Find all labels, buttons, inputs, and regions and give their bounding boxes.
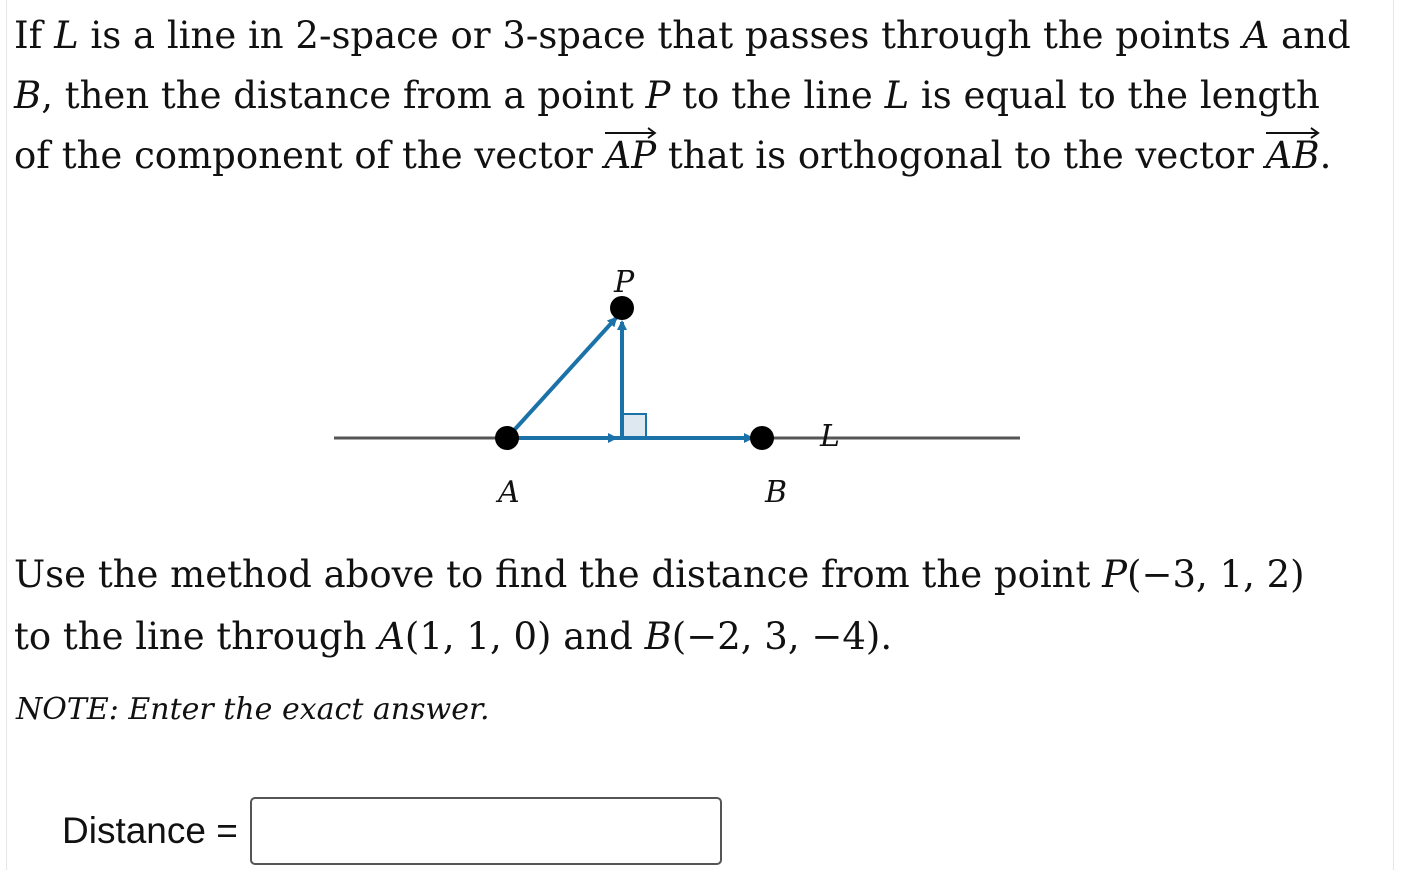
math-var-P: P <box>645 74 671 117</box>
vector-AB: AB <box>1266 126 1320 186</box>
math-var-B: B <box>644 615 672 658</box>
question-text: Use the method above to find the distance from the point P(−3, 1, 2) to the line through A(1, 1, 0) and B(−2, 3, −4). <box>14 553 1305 658</box>
intro-text: , then the distance from a point <box>41 74 646 117</box>
distance-input[interactable] <box>250 797 722 865</box>
point-B <box>750 426 774 450</box>
distance-diagram <box>320 260 1040 520</box>
intro-text: If <box>14 14 55 57</box>
label-A: A <box>498 475 520 510</box>
point-A <box>495 426 519 450</box>
math-var-P: P <box>1102 553 1128 596</box>
intro-text: to the line <box>670 74 885 117</box>
math-var-A: A <box>1242 14 1270 57</box>
vector-AP-arrow <box>507 318 616 438</box>
diagram-svg <box>320 260 1040 520</box>
note-text: NOTE: Enter the exact answer. <box>16 692 490 727</box>
point-A-coords: (1, 1, 0) <box>404 615 552 658</box>
label-L: L <box>820 419 840 454</box>
label-P: P <box>614 265 635 300</box>
vector-AP: AP <box>605 126 657 186</box>
right-angle-marker <box>622 414 646 438</box>
intro-text: of the component of the vector <box>14 134 605 177</box>
math-var-B: B <box>14 74 42 117</box>
vector-arrow-icon <box>605 128 657 138</box>
point-B-coords: (−2, 3, −4) <box>671 615 881 658</box>
point-P-coords: (−3, 1, 2) <box>1127 553 1305 596</box>
problem-intro: If L is a line in 2-space or 3-space that passes through the points A and B, then the distance from a point P to the line L is equal to the length of the component of the vector AP that is orthogonal to the vector AB. <box>14 6 1394 186</box>
intro-text: and <box>1269 14 1351 57</box>
vector-arrow-icon <box>1266 128 1320 138</box>
answer-row <box>62 796 722 866</box>
distance-label: Distance = <box>62 810 238 851</box>
math-var-L: L <box>884 74 910 117</box>
math-var-L: L <box>54 14 79 57</box>
math-var-A: A <box>378 615 405 658</box>
intro-text: that is orthogonal to the vector <box>656 134 1266 177</box>
intro-text: is equal to the length <box>909 74 1320 117</box>
label-B: B <box>765 475 788 510</box>
intro-text: is a line in 2-space or 3-space that passes through the points <box>78 14 1243 57</box>
